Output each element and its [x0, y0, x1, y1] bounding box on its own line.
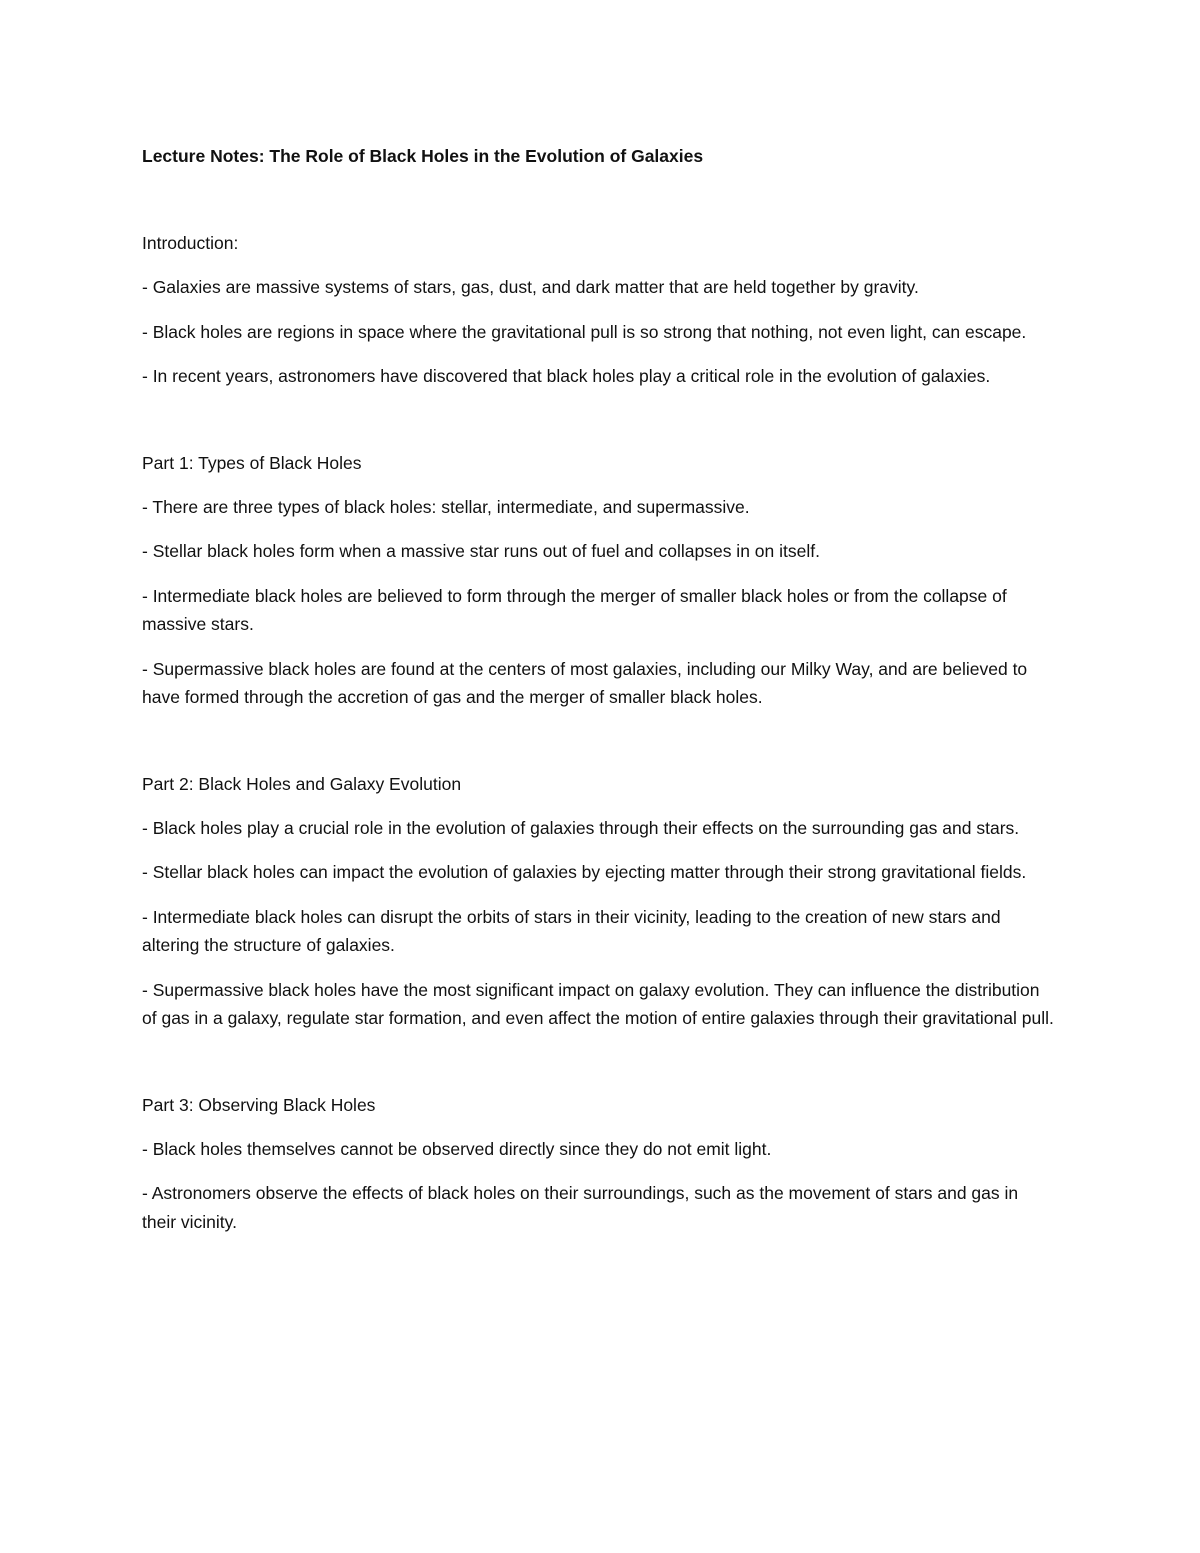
bullet-item: - Stellar black holes form when a massive star runs out of fuel and collapses in on itself.	[142, 541, 820, 561]
section-types-of-black-holes	[142, 449, 1057, 712]
bullet-item: - Galaxies are massive systems of stars, gas, dust, and dark matter that are held together by gravity.	[142, 277, 919, 297]
bullet-item: - Black holes are regions in space where the gravitational pull is so strong that nothing, not even light, can escape.	[142, 321, 1027, 342]
section-introduction	[142, 229, 1057, 391]
bullet-item: - Black holes play a crucial role in the evolution of galaxies through their effects on the surrounding gas and stars.	[142, 817, 1020, 838]
section-heading: Introduction:	[142, 233, 239, 253]
section-observing-black-holes	[142, 1091, 1057, 1237]
document-title: Lecture Notes: The Role of Black Holes in the Evolution of Galaxies	[142, 146, 704, 166]
bullet-item: - In recent years, astronomers have discovered that black holes play a critical role in the evolution of galaxies.	[142, 366, 991, 386]
section-heading: Part 2: Black Holes and Galaxy Evolution	[142, 773, 462, 794]
bullet-item: - Stellar black holes can impact the evolution of galaxies by ejecting matter through their strong gravitational fields.	[142, 862, 1027, 882]
bullet-item: - Astronomers observe the effects of black holes on their surroundings, such as the movement of stars and gas in their vicinity.	[142, 1183, 1019, 1232]
bullet-item: - There are three types of black holes: stellar, intermediate, and supermassive.	[142, 496, 750, 517]
bullet-item: - Intermediate black holes are believed to form through the merger of smaller black holes or from the collapse of massive stars.	[142, 585, 1007, 634]
bullet-item: - Supermassive black holes are found at the centers of most galaxies, including our Milky Way, and are believed to have formed through the accretion of gas and the merger of smaller black holes.	[142, 658, 1028, 707]
bullet-item: - Supermassive black holes have the most significant impact on galaxy evolution. They can influence the distribution of gas in a galaxy, regulate star formation, and even affect the motion of entire galaxies through their gravitational pull.	[142, 979, 1054, 1028]
document-body	[142, 141, 1057, 1252]
section-heading: Part 1: Types of Black Holes	[142, 452, 362, 473]
section-heading: Part 3: Observing Black Holes	[142, 1094, 376, 1115]
bullet-item: - Black holes themselves cannot be observed directly since they do not emit light.	[142, 1138, 772, 1159]
section-black-holes-and-galaxy-evolution	[142, 770, 1057, 1033]
bullet-item: - Intermediate black holes can disrupt the orbits of stars in their vicinity, leading to the creation of new stars and altering the structure of galaxies.	[142, 906, 1001, 955]
